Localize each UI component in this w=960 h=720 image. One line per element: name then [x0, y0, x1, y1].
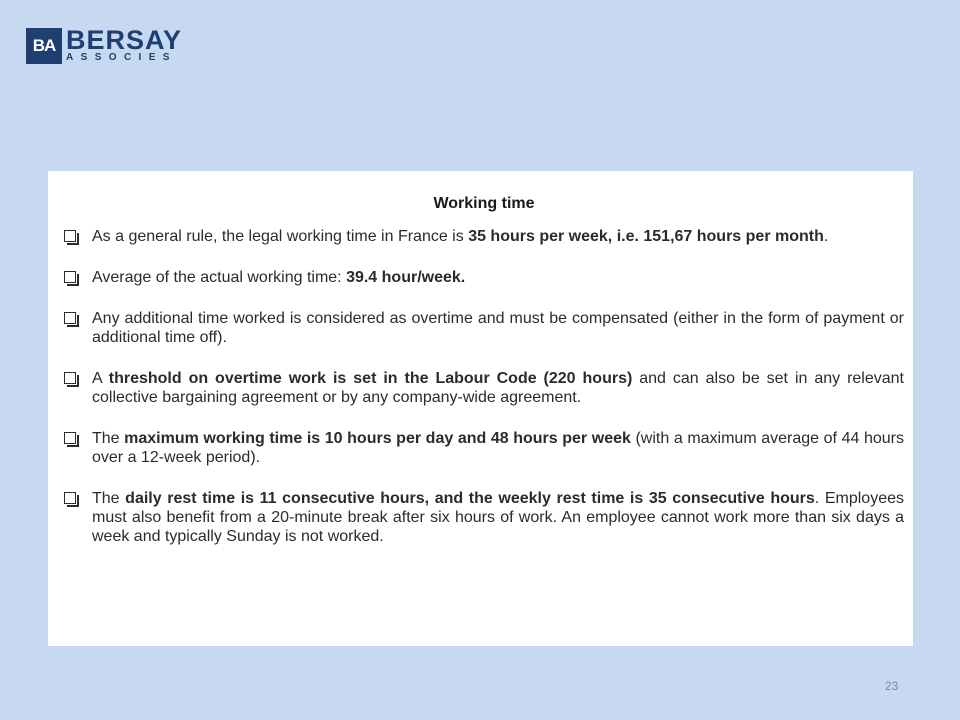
body-text: (with a maximum average of 44 hours over a 12-week period).: [92, 430, 904, 466]
checkbox-bullet-icon: [64, 489, 92, 504]
slide-title: Working time: [433, 195, 535, 212]
list-item-text: [92, 369, 904, 407]
page-number: 23: [885, 679, 899, 693]
emphasis-text: 35 hours per week, i.e. 151,67 hours per month: [468, 228, 824, 245]
list-item: [64, 369, 904, 407]
checkbox-bullet-icon: [64, 429, 92, 444]
logo-wordmark: [66, 25, 183, 64]
checkbox-bullet-icon: [64, 309, 92, 324]
logo-subtitle: ASSOCIES: [66, 52, 177, 63]
body-text: A: [92, 370, 109, 387]
list-item: [64, 268, 904, 287]
list-item-text: [92, 268, 904, 287]
emphasis-text: threshold on overtime work is set in the Labour Code (220 hours): [108, 370, 633, 387]
emphasis-text: 39.4 hour/week.: [346, 269, 466, 286]
content-panel: [48, 171, 913, 646]
checkbox-bullet-icon: [64, 227, 92, 242]
body-text: The: [92, 490, 126, 507]
body-text: Average of the actual working time:: [92, 269, 347, 286]
body-text: and can also be set in any relevant collective bargaining agreement or by any company-wide agreement.: [92, 370, 905, 406]
emphasis-text: maximum working time is 10 hours per day and 48 hours per week: [124, 430, 631, 447]
body-text: .: [823, 228, 829, 245]
body-text: As a general rule, the legal working time in France is: [92, 228, 469, 245]
list-item: [64, 489, 904, 546]
body-text: . Employees must also benefit from a 20-minute break after six hours of work. An employee cannot work more than six days a week and typically Sunday is not worked.: [92, 490, 904, 545]
logo-name: BERSAY: [66, 25, 183, 55]
body-text: The: [92, 430, 125, 447]
bersay-logo: [26, 27, 182, 65]
list-item: [64, 227, 904, 246]
body-text: Any additional time worked is considered as overtime and must be compensated (either in the form of payment or additional time off).: [92, 310, 904, 346]
list-item-text: [92, 309, 904, 347]
emphasis-text: daily rest time is 11 consecutive hours, and the weekly rest time is 35 consecutive hours: [125, 490, 815, 507]
list-item: [64, 429, 904, 467]
list-item: [64, 309, 904, 347]
list-item-text: [92, 429, 904, 467]
logo-mark: BA: [26, 28, 62, 64]
bullet-list: [64, 227, 904, 546]
list-item-text: [92, 227, 904, 246]
checkbox-bullet-icon: [64, 369, 92, 384]
list-item-text: [92, 489, 904, 546]
checkbox-bullet-icon: [64, 268, 92, 283]
